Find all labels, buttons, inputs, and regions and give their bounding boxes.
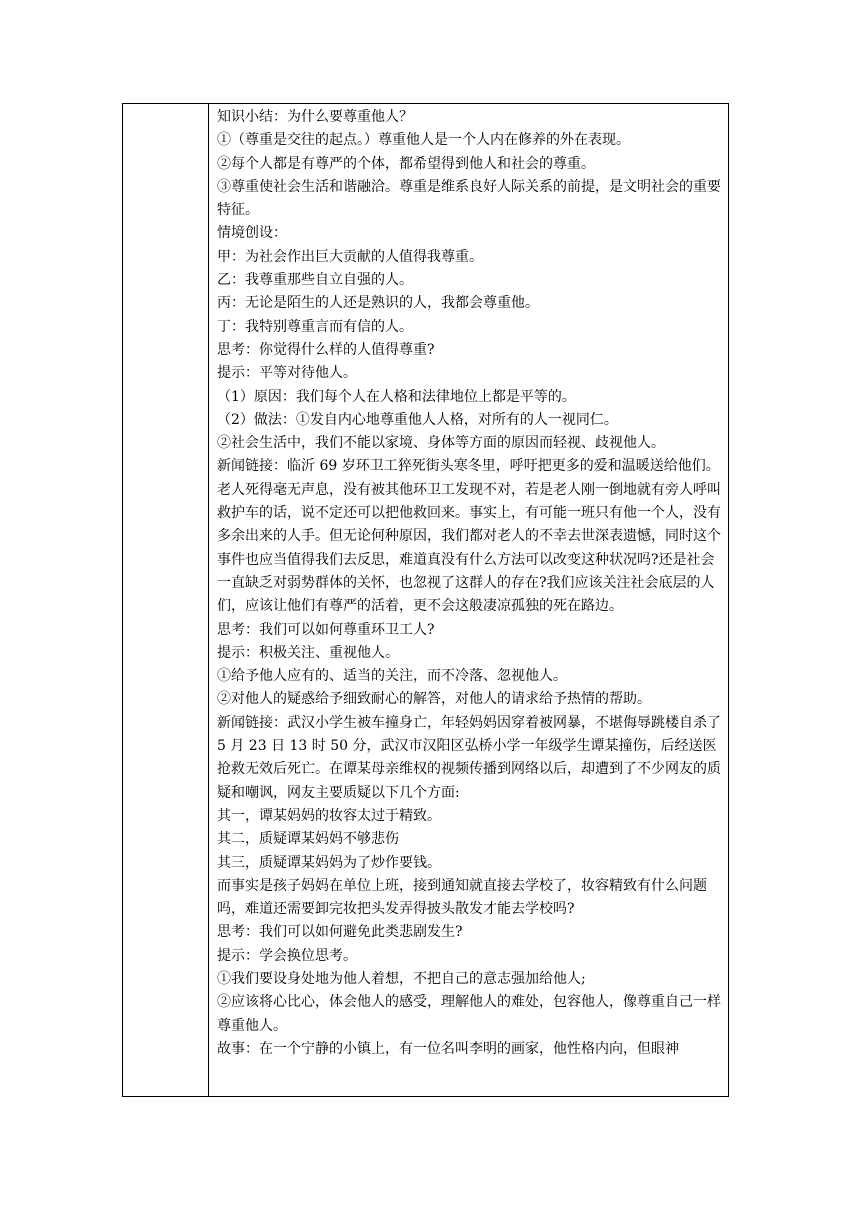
hint-2-point-2: ②对他人的疑惑给予细致耐心的解答，对他人的请求给予热情的帮助。 xyxy=(217,691,651,708)
story-start: 故事：在一个宁静的小镇上，有一位名叫李明的画家，他性格内向，但眼神 xyxy=(217,1040,679,1057)
news-link-1: 新闻链接：临沂 69 岁环卫工猝死街头寒冬里，呼吁把更多的爱和温暖送给他们。 xyxy=(217,458,720,475)
hint-2-point-1: ①给予他人应有的、适当的关注，而不冷落、忽视他人。 xyxy=(217,668,567,685)
doubt-2: 其二，质疑谭某妈妈不够悲伤 xyxy=(217,831,399,848)
left-column-cell xyxy=(123,104,209,1097)
summary-point-1: ①（尊重是交往的起点。）尊重他人是一个人内在修养的外在表现。 xyxy=(217,132,630,149)
method-text: （2）做法：①发自内心地尊重他人人格，对所有的人一视同仁。 xyxy=(217,411,618,428)
summary-point-2: ②每个人都是有尊严的个体，都希望得到他人和社会的尊重。 xyxy=(217,155,595,172)
news-link-2: 新闻链接：武汉小学生被车撞身亡，年轻妈妈因穿着被网暴，不堪侮辱跳楼自杀了 xyxy=(217,714,721,731)
table-row xyxy=(123,104,729,1097)
summary-point-3: ③尊重使社会生活和谐融洽。尊重是维系良好人际关系的前提，是文明社会的重要特征。 xyxy=(217,178,721,219)
lesson-content xyxy=(209,104,728,1096)
hint-2: 提示：积极关注、重视他人。 xyxy=(217,644,399,661)
content-table xyxy=(122,103,729,1097)
scenario-ding: 丁：我特别尊重言而有信的人。 xyxy=(217,318,413,335)
hint-1: 提示：平等对待他人。 xyxy=(217,365,357,382)
think-question-3: 思考：我们可以如何避免此类悲剧发生? xyxy=(217,924,463,941)
think-question-2: 思考：我们可以如何尊重环卫工人? xyxy=(217,621,435,638)
scenario-yi: 乙：我尊重那些自立自强的人。 xyxy=(217,272,413,289)
news-paragraph-2: 5 月 23 日 13 时 50 分，武汉市汉阳区弘桥小学一年级学生谭某撞伤，后经送医抢救无效后死亡。在谭某母亲维权的视频传播到网络以后，却遭到了不少网友的质疑和嘲讽，网友主要质疑以下几个方面: xyxy=(217,738,721,801)
news-paragraph-1: 老人死得毫无声息，没有被其他环卫工发现不对，若是老人刚一倒地就有旁人呼叫救护车的话，说不定还可以把他救回来。事实上，有可能一班只有他一个人，没有多余出来的人手。但无论何种原因，我们都对老人的不幸去世深表遗憾，同时这个事件也应当值得我们去反思，难道真没有什么方法可以改变这种状况吗?还是社会一直缺乏对弱势群体的关怀，也忽视了这群人的存在?我们应该关注社会底层的人们，应该让他们有尊严的活着，更不会这般凄凉孤独的死在路边。 xyxy=(217,481,721,615)
hint-3-point-2: ②应该将心比心，体会他人的感受，理解他人的难处，包容他人，像尊重自己一样尊重他人。 xyxy=(217,994,721,1034)
right-column-cell xyxy=(209,104,729,1097)
hint-3-point-1: ①我们要设身处地为他人着想，不把自己的意志强加给他人; xyxy=(217,970,586,987)
think-question-1: 思考：你觉得什么样的人值得尊重? xyxy=(217,341,435,358)
doubt-1: 其一，谭某妈妈的妆容太过于精致。 xyxy=(217,807,441,824)
scenario-jia: 甲：为社会作出巨大贡献的人值得我尊重。 xyxy=(217,248,483,265)
summary-heading: 知识小结：为什么要尊重他人？ xyxy=(217,109,413,125)
method-point-2: ②社会生活中，我们不能以家境、身体等方面的原因而轻视、歧视他人。 xyxy=(217,435,665,452)
doubt-3: 其三，质疑谭某妈妈为了炒作要钱。 xyxy=(217,854,441,871)
reason-text: （1）原因：我们每个人在人格和法律地位上都是平等的。 xyxy=(217,388,576,405)
scenario-bing: 丙：无论是陌生的人还是熟识的人，我都会尊重他。 xyxy=(217,295,539,312)
scenario-heading: 情境创设： xyxy=(217,225,287,242)
hint-3: 提示：学会换位思考。 xyxy=(217,947,357,964)
fact-paragraph: 而事实是孩子妈妈在单位上班，接到通知就直接去学校了，妆容精致有什么问题吗，难道还需要卸完妆把头发弄得披头散发才能去学校吗? xyxy=(217,877,707,918)
